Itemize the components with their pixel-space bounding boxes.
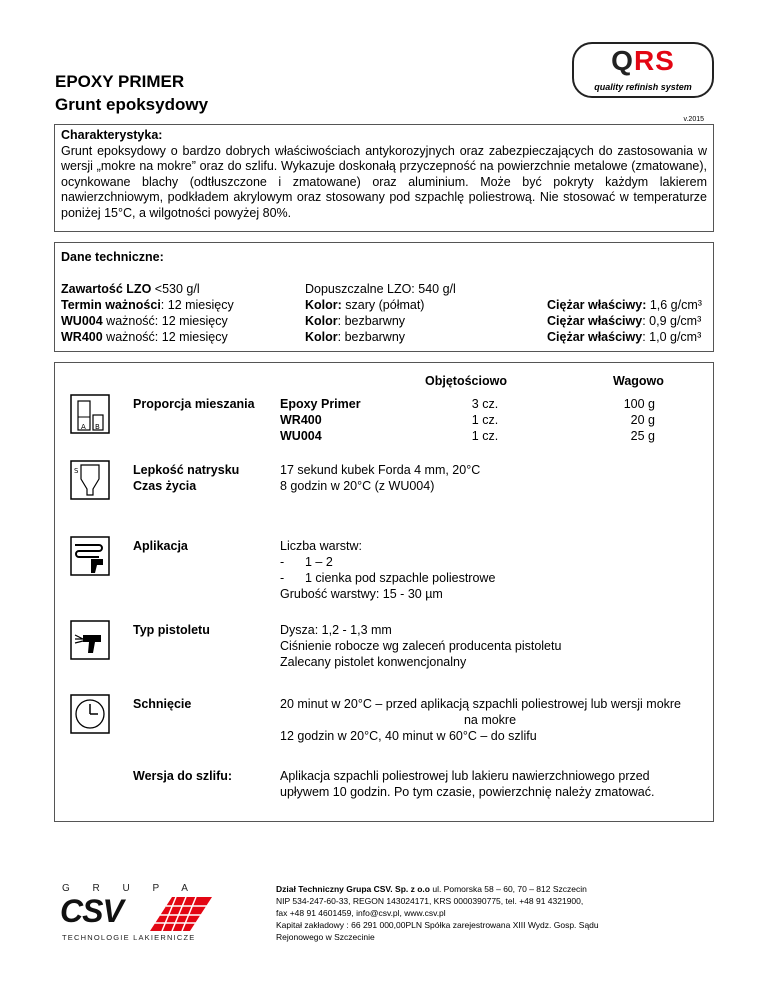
- title-line1: EPOXY PRIMER: [55, 72, 185, 91]
- characteristics-heading: Charakterystyka:: [61, 128, 163, 142]
- mix-items: Epoxy Primer WR400 WU004: [280, 397, 361, 443]
- characteristics-text: Grunt epoksydowy o bardzo dobrych właściwościach antykorozyjnych oraz zabezpieczających do zastosowania w wersji „mokre na mokre” oraz do szlifu. Wykazuje doskonałą przyczepność na powierzchnie metalowe (zmatowane), ocynkowane blachy (odtłuszczone i zmatowane) oraz aluminium. Może być pokryty każdym lakierem nawierzchniowym, podkładem akrylowym oraz stosowany pod szpachlę poliestrową. Nie stosować w temperaturze poniżej 15°C, a wilgotności powyżej 80%.: [61, 143, 707, 220]
- characteristics-box: [54, 124, 714, 232]
- tech-row: Dopuszczalne LZO: 540 g/l: [305, 282, 456, 296]
- gun-values: Dysza: 1,2 - 1,3 mm Ciśnienie robocze wg zaleceń producenta pistoletu Zalecany pistolet konwencjonalny: [280, 623, 562, 669]
- title-line2: Grunt epoksydowy: [55, 95, 209, 114]
- mix-volume: 3 cz. 1 cz. 1 cz.: [471, 397, 499, 443]
- drying-label: Schnięcie: [133, 697, 192, 711]
- sanding-values: Aplikacja szpachli poliestrowej lub lakieru nawierzchniowego przed upływem 10 godzin. Po tym czasie, powierzchnię należy zmatować.: [280, 769, 655, 799]
- properties-box: [54, 362, 714, 822]
- mix-weight: 100 g 20 g 25 g: [623, 397, 655, 443]
- tech-row: Kolor: bezbarwny: [305, 330, 406, 344]
- viscosity-label: Lepkość natrysku Czas życia: [133, 463, 240, 493]
- tech-row: Ciężar właściwy: 0,9 g/cm³: [547, 314, 702, 328]
- tech-row: Ciężar właściwy: 1,6 g/cm³: [547, 298, 702, 312]
- application-values: Liczba warstw: - 1 – 2 - 1 cienka pod szpachle poliestrowe Grubość warstwy: 15 - 30 µm: [280, 539, 496, 601]
- header-weight: Wagowo: [613, 374, 664, 388]
- tech-col-2: [305, 281, 456, 345]
- qrs-letters-rs: RS: [633, 45, 675, 76]
- csv-red-grid-icon: [132, 897, 212, 931]
- drying-values: 20 minut w 20°C – przed aplikacją szpachli poliestrowej lub wersji mokre na mokre 12 godzin w 20°C, 40 minut w 60°C – do szlifu: [280, 697, 682, 743]
- qrs-letter-q: Q: [611, 45, 634, 76]
- viscosity-values: 17 sekund kubek Forda 4 mm, 20°C 8 godzin w 20°C (z WU004): [280, 463, 481, 493]
- svg-text:S: S: [74, 467, 79, 475]
- sanding-label: Wersja do szlifu:: [133, 769, 233, 783]
- mix-label: Proporcja mieszania: [133, 397, 255, 411]
- qrs-logo: [572, 42, 714, 98]
- csv-grupa-text: G R U P A: [62, 883, 198, 894]
- tech-row: Kolor: szary (półmat): [305, 298, 425, 312]
- footer-contact: Dział Techniczny Grupa CSV. Sp. z o.o ul. Pomorska 58 – 60, 70 – 812 Szczecin NIP 534-247-60-33, REGON 143024171, KRS 0000390775, tel. +48 91 4321900, fax +48 91 4601459, info@csv.pl, www.csv.pl Kapitał zakładowy : 66 291 000,00PLN Spółka zarejestrowana XIII Wydz. Gosp. Sądu Rejonowego w Szczecinie: [276, 884, 599, 942]
- gun-label: Typ pistoletu: [133, 623, 210, 637]
- application-label: Aplikacja: [133, 539, 188, 553]
- csv-subtitle: TECHNOLOGIE LAKIERNICZE: [62, 933, 196, 942]
- qrs-letters: [574, 46, 712, 76]
- tech-data-box: [54, 242, 714, 352]
- tech-row: Zawartość LZO <530 g/l: [61, 282, 200, 296]
- tech-row: Kolor: bezbarwny: [305, 314, 406, 328]
- tech-row: WU004 ważność: 12 miesięcy: [61, 314, 228, 328]
- csv-logo: [60, 877, 240, 947]
- spray-cup-icon: [69, 459, 111, 501]
- tech-col-3: [547, 297, 702, 345]
- spray-application-icon: [69, 535, 111, 577]
- svg-text:B: B: [95, 423, 100, 431]
- tech-col-1: [61, 281, 234, 345]
- mixing-ratio-icon: [69, 393, 111, 435]
- header-volume: Objętościowo: [425, 374, 507, 388]
- tech-row: Termin ważności: 12 miesięcy: [61, 298, 234, 312]
- spray-gun-icon: [69, 619, 111, 661]
- tech-row: WR400 ważność: 12 miesięcy: [61, 330, 228, 344]
- page-title: [55, 70, 208, 116]
- csv-name: CSV: [60, 893, 123, 929]
- version-label: v.2015: [683, 116, 704, 123]
- clock-icon: [69, 693, 111, 735]
- tech-heading: Dane techniczne:: [61, 250, 164, 264]
- svg-text:A: A: [81, 423, 86, 431]
- qrs-tagline: quality refinish system: [594, 82, 692, 92]
- tech-row: Ciężar właściwy: 1,0 g/cm³: [547, 330, 702, 344]
